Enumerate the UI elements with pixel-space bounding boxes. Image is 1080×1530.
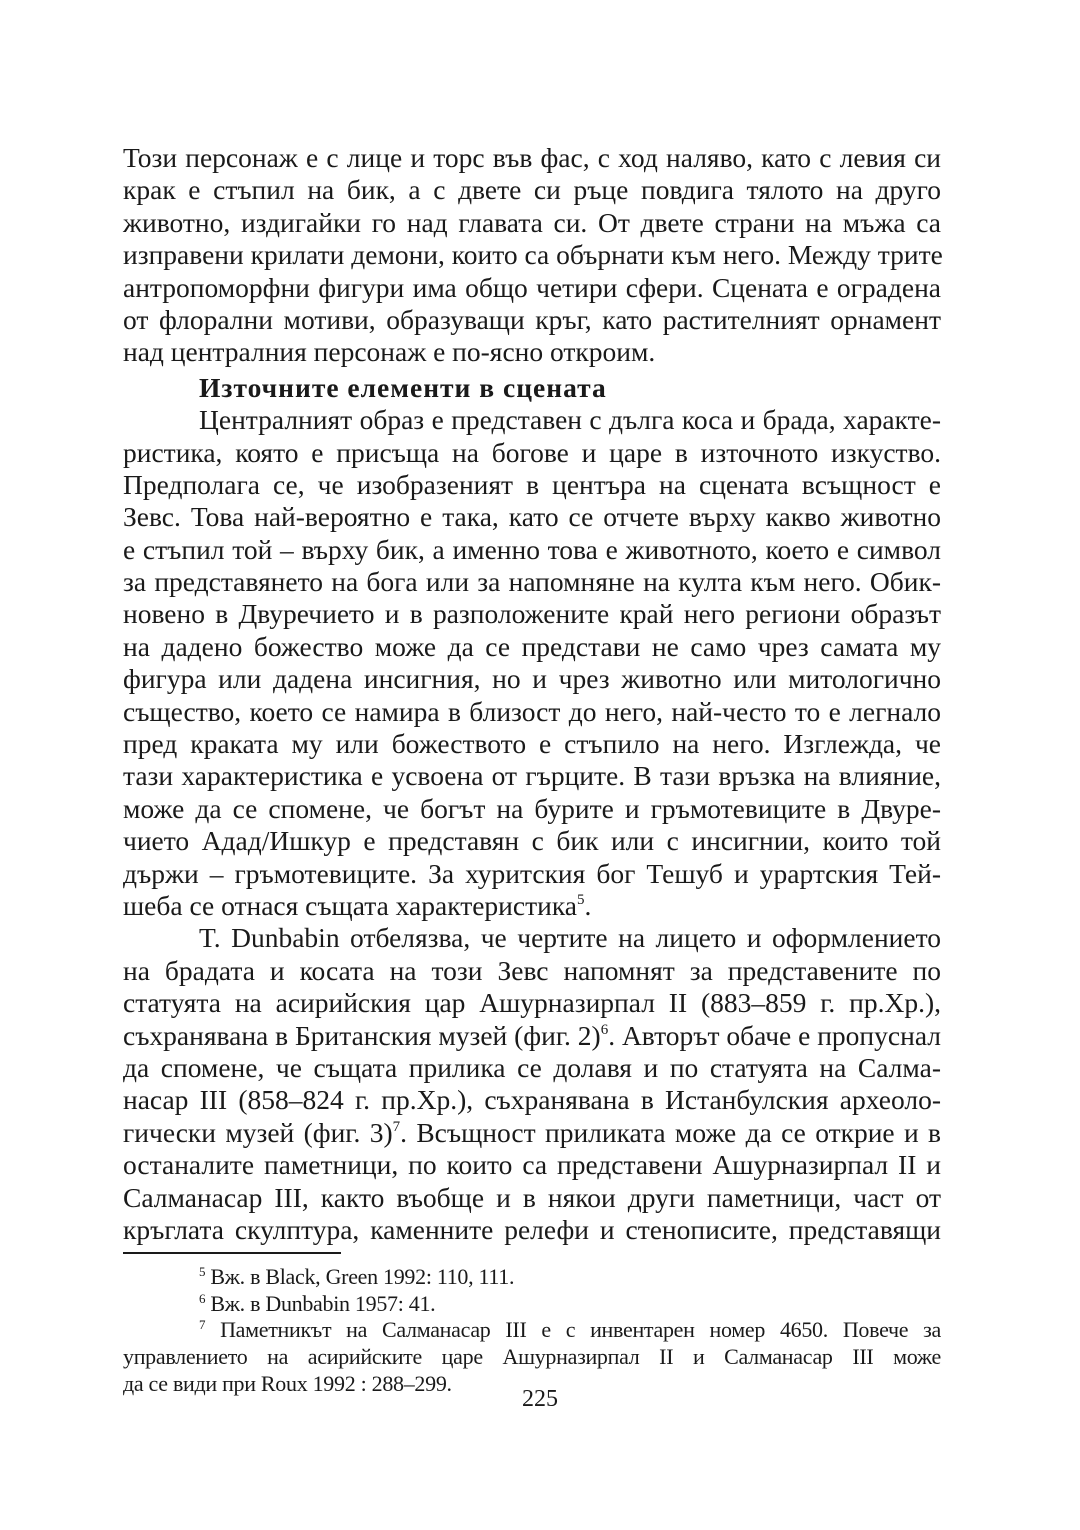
text-segment: гически музей (фиг. 3)	[123, 1116, 393, 1148]
footnote-number: 7	[199, 1317, 206, 1333]
text-line: Предполага се, че изобразеният в центъра на сцената всъщност е	[123, 468, 941, 500]
footnote-text: Паметникът на Салманасар III е с инвентарен номер 4650. Повече за	[205, 1317, 941, 1343]
text-line: Този персонаж е с лице и торс във фас, с ход наляво, като с левия си	[123, 142, 941, 173]
text-line: крак е стъпил на бик, а с двете си ръце повдига тялото на друго	[123, 174, 941, 206]
text-line: да спомене, че същата прилика се долавя и по статуята на Салма-	[123, 1051, 941, 1083]
footnote-ref-7[interactable]: 7	[392, 1118, 401, 1135]
footnote-number: 5	[199, 1264, 206, 1280]
text-line	[123, 1117, 941, 1149]
text-line: тази характеристика е усвоена от гърците. В тази връзка на влияние,	[123, 760, 941, 792]
text-line: чието Адад/Ишкур е представян с бик или с инсигнии, които той	[123, 825, 941, 857]
paragraph-1	[123, 142, 941, 369]
text-line: Зевс. Това най-вероятно е така, като се отчете върху какво животно	[123, 501, 941, 533]
text-line: изправени крилати демони, които са обърнати към него. Между трите	[123, 239, 943, 271]
text-line: фигура или дадена инсигния, но и чрез животно или митологично	[123, 663, 941, 695]
footnote-text: Вж. в Dunbabin 1957: 41.	[205, 1290, 436, 1316]
footnote-ref-5[interactable]: 5	[577, 891, 585, 908]
footnote-divider	[123, 1252, 341, 1254]
footnote-ref-6[interactable]: 6	[600, 1021, 609, 1038]
text-line: на брадата и косата на този Зевс напомнят за представените по	[123, 954, 941, 986]
text-segment: шеба се отнася същата характеристика	[123, 889, 577, 921]
text-line: насар III (858–824 г. пр.Хр.), съхранявана в Истанбулския археоло-	[123, 1084, 941, 1116]
text-line	[123, 1020, 941, 1052]
text-segment: . Всъщност приликата може да се открие и в	[400, 1116, 942, 1148]
text-line	[123, 890, 941, 922]
text-line: от флорални мотиви, образуващи кръг, като растителният орнамент	[123, 303, 941, 335]
page-number: 225	[522, 1386, 558, 1412]
text-line: може да се спомене, че богът на бурите и гръмотевиците в Двуре-	[123, 792, 941, 824]
text-line: пред краката му или божеството е стъпило на него. Изглежда, че	[123, 728, 941, 760]
text-line: останалите паметници, по които са представени Ашурназирпал II и	[123, 1149, 941, 1181]
text-line: новено в Двуречието и в разположените край него региони образът	[123, 598, 941, 630]
text-line: кръглата скулптура, каменните релефи и стенописите, представящи	[123, 1213, 941, 1245]
text-line: на дадено божество може да се представи не само чрез самата му	[123, 630, 941, 662]
footnote-number: 6	[199, 1290, 206, 1306]
text-line: статуята на асирийския цар Ашурназирпал II (883–859 г. пр.Хр.),	[123, 987, 941, 1019]
footnote-5	[123, 1264, 941, 1291]
text-line: за представянето на бога или за напомняне на култа към него. Обик-	[123, 566, 941, 598]
text-line: е стъпил той – върху бик, а именно това е животното, което е символ	[123, 533, 941, 565]
footnote-6	[123, 1291, 941, 1318]
text-segment: съхранявана в Британския музей (фиг. 2)	[123, 1019, 601, 1051]
paragraph-2	[123, 404, 941, 922]
text-line: животно, издигайки го над главата си. От двете страни на мъжа са	[123, 206, 941, 238]
footnote-7	[123, 1317, 941, 1344]
text-line: същество, което се намира в близост до него, най-често то е легнало	[123, 695, 941, 727]
text-line: над централния персонаж е по-ясно откроим.	[123, 336, 656, 368]
footnote-7-line: да се види при Roux 1992 : 288–299.	[123, 1370, 452, 1396]
text-line: държи – гръмотевиците. За хуритския бог Тешуб и урартския Тей-	[123, 857, 941, 889]
text-segment: .	[584, 889, 592, 921]
text-line: Салманасар III, както въобще и в някои други паметници, част от	[123, 1181, 941, 1213]
text-line: ристика, която е присъща на богове и царе в източното изкуство.	[123, 436, 941, 468]
footnotes	[123, 1264, 941, 1397]
section-heading: Източните елементи в сцената	[199, 371, 607, 403]
page-content	[123, 142, 941, 1397]
text-segment: . Авторът обаче е пропуснал	[608, 1019, 941, 1051]
footnote-text: Вж. в Black, Green 1992: 110, 111.	[205, 1264, 515, 1290]
footnote-7-line: управлението на асирийските царе Ашурназирпал II и Салманасар III може	[123, 1344, 941, 1370]
text-line: антропоморфни фигури има общо четири сфери. Сцената е оградена	[123, 271, 941, 303]
paragraph-3	[123, 922, 941, 1246]
text-line: T. Dunbabin отбелязва, че чертите на лицето и оформлението	[199, 922, 941, 954]
text-line: Централният образ е представен с дълга коса и брада, характе-	[199, 404, 941, 436]
